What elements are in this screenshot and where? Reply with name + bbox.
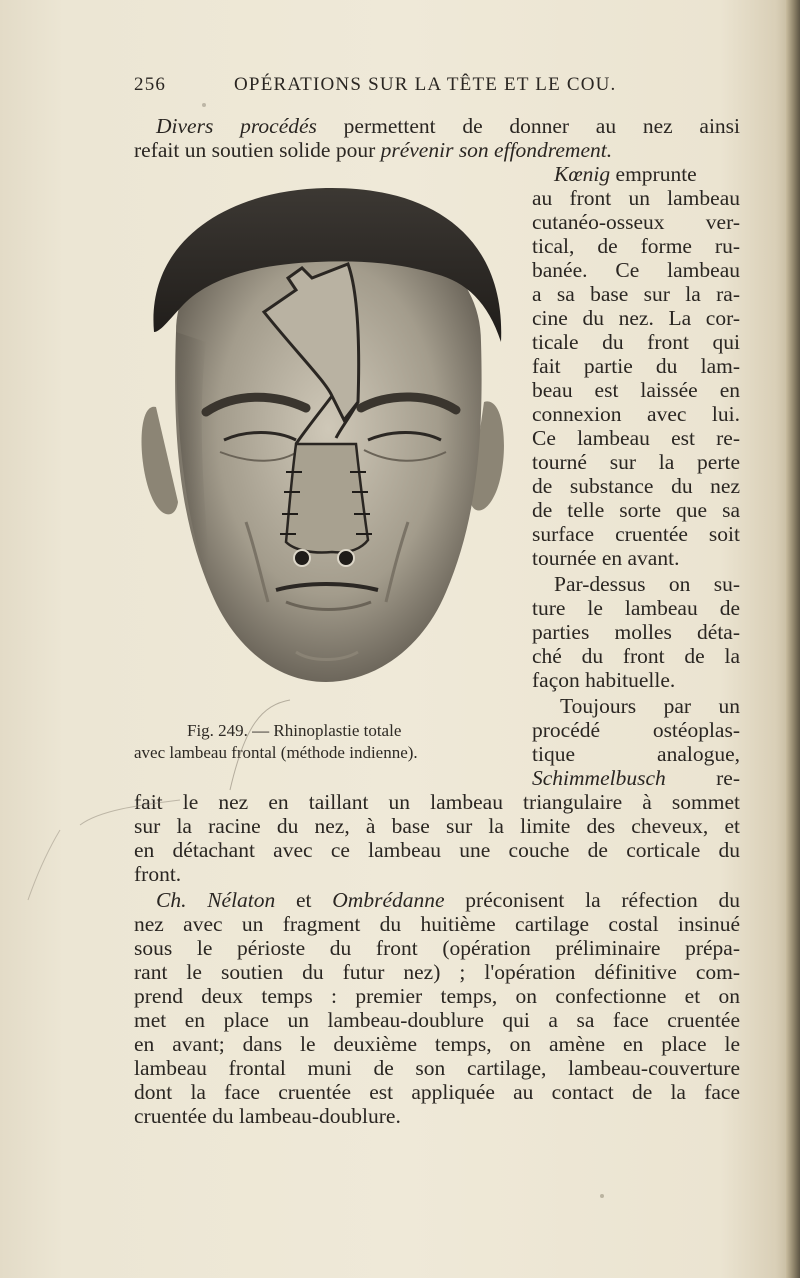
text-span: et: [296, 888, 312, 912]
italic-phrase: procédés: [240, 114, 317, 138]
text-line: ché du front de la: [532, 644, 740, 668]
text-line: ticale du front qui: [532, 330, 740, 354]
text-span: permettent de donner au nez ainsi: [343, 114, 741, 138]
text-span: refait un soutien solide pour: [134, 138, 376, 162]
figure-caption-line-1: Fig. 249. — Rhinoplastie totale: [187, 721, 402, 740]
text-line: rant le soutien du futur nez) ; l'opération définitive com-: [134, 960, 740, 984]
text-line: parties molles déta-: [532, 620, 740, 644]
text-line: fait le nez en taillant un lambeau triangulaire à sommet: [134, 790, 740, 814]
italic-phrase: prévenir son effondrement.: [380, 138, 613, 162]
text-span: emprunte: [615, 162, 697, 186]
book-spine-edge: [786, 0, 800, 1278]
author-name: Ombrédanne: [332, 888, 445, 912]
text-span: re-: [716, 766, 740, 790]
page-number: 256: [134, 74, 167, 95]
text-line: Par-dessus on su-: [554, 572, 740, 596]
text-line: en détachant avec ce lambeau une couche de corticale du: [134, 838, 740, 862]
reconstructed-nose: [286, 444, 368, 553]
text-line: procédé ostéoplas-: [532, 718, 740, 742]
left-ear: [142, 407, 179, 515]
author-name: Ch. Nélaton: [156, 888, 276, 912]
text-line: connexion avec lui.: [532, 402, 740, 426]
text-line: fait partie du lam-: [532, 354, 740, 378]
rhinoplasty-illustration: [136, 182, 522, 702]
text-line: Ce lambeau est re-: [532, 426, 740, 450]
text-line: [134, 138, 612, 162]
text-line: front.: [134, 862, 182, 886]
text-line: au front un lambeau: [532, 186, 740, 210]
running-title: OPÉRATIONS SUR LA TÊTE ET LE COU.: [234, 74, 617, 95]
text-line: Toujours par un: [560, 694, 740, 718]
text-line: cine du nez. La cor-: [532, 306, 740, 330]
text-line: prend deux temps : premier temps, on confectionne et on: [134, 984, 740, 1008]
figure-caption-line-2: avec lambeau frontal (méthode indienne).: [134, 743, 418, 762]
running-header: [134, 74, 740, 104]
left-nostril: [294, 550, 310, 566]
text-line: cutanéo-osseux ver-: [532, 210, 740, 234]
text-line: nez avec un fragment du huitième cartilage costal insinué: [134, 912, 740, 936]
text-line: sous le périoste du front (opération préliminaire prépa-: [134, 936, 740, 960]
text-line: banée. Ce lambeau: [532, 258, 740, 282]
text-line: en avant; dans le deuxième temps, on amène en place le: [134, 1032, 740, 1056]
text-line: cruentée du lambeau-doublure.: [134, 1104, 401, 1128]
text-line: tical, de forme ru-: [532, 234, 740, 258]
text-line: [134, 114, 740, 138]
text-line: [554, 162, 697, 186]
author-name: Kœnig: [554, 162, 611, 186]
text-line: surface cruentée soit: [532, 522, 740, 546]
text-line: façon habituelle.: [532, 668, 676, 692]
right-nostril: [338, 550, 354, 566]
text-line: a sa base sur la ra-: [532, 282, 740, 306]
text-line: [134, 888, 740, 912]
text-line: de telle sorte que sa: [532, 498, 740, 522]
text-line: tourné sur la perte: [532, 450, 740, 474]
text-line: ture le lambeau de: [532, 596, 740, 620]
text-line: de substance du nez: [532, 474, 740, 498]
italic-phrase: Divers: [156, 114, 214, 138]
text-line: lambeau frontal muni de son cartilage, lambeau-couverture: [134, 1056, 740, 1080]
face-engraving: [136, 182, 522, 702]
text-line: dont la face cruentée est appliquée au contact de la face: [134, 1080, 740, 1104]
text-line: met en place un lambeau-doublure qui a sa face cruentée: [134, 1008, 740, 1032]
author-name: Schimmelbusch: [532, 766, 666, 790]
text-line: [532, 766, 740, 790]
text-line: beau est laissée en: [532, 378, 740, 402]
text-span: préconisent la réfection du: [465, 888, 740, 912]
text-line: tournée en avant.: [532, 546, 680, 570]
text-line: sur la racine du nez, à base sur la limite des cheveux, et: [134, 814, 740, 838]
text-line: tique analogue,: [532, 742, 740, 766]
